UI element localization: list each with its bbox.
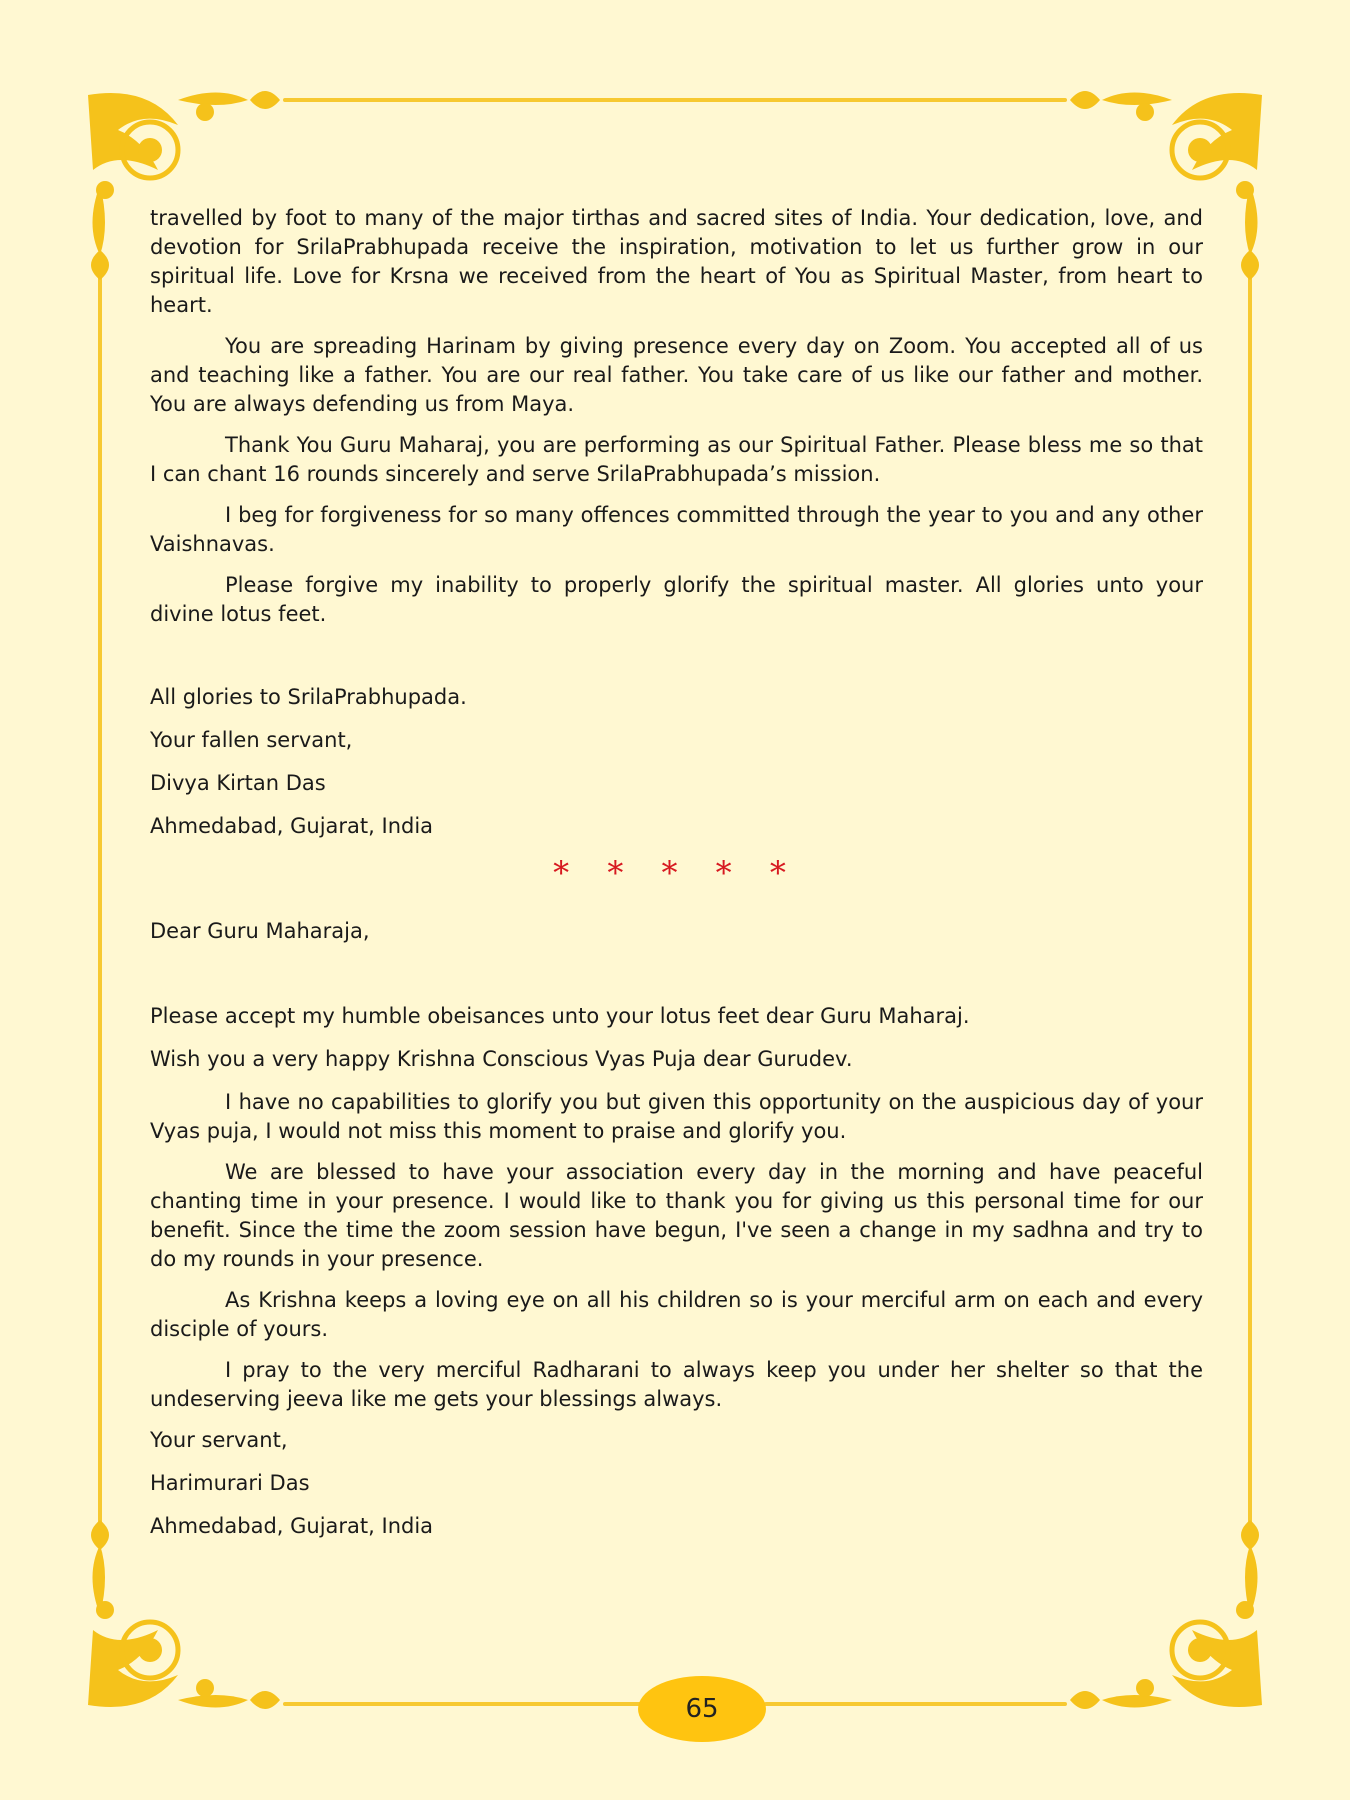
letter1-paragraph: Please forgive my inability to properly glorify the spiritual master. All glories unto your divine lotus feet.	[150, 573, 1203, 626]
letter2-line: Wish you a very happy Krishna Conscious Vyas Puja dear Gurudev.	[150, 1047, 853, 1071]
letter1-paragraph: travelled by foot to many of the major tirthas and sacred sites of India. Your dedication, love, and devotion for SrilaPrabhupada receive the inspiration, motivation to let us further grow in our spiritual life. Love for Krsna we received from the heart of You as Spiritual Master, from heart to heart.	[150, 206, 1203, 317]
page-number: 65	[685, 1694, 719, 1724]
letter2-line: Please accept my humble obeisances unto your lotus feet dear Guru Maharaj.	[150, 1004, 970, 1028]
letter2-paragraph: I pray to the very merciful Radharani to always keep you under her shelter so that the undeserving jeeva like me gets your blessings always.	[150, 1358, 1203, 1411]
letter2-author-location: Ahmedabad, Gujarat, India	[150, 1514, 434, 1538]
page-number-badge	[638, 1676, 766, 1742]
letter1-paragraph: You are spreading Harinam by giving presence every day on Zoom. You accepted all of us and teaching like a father. You are our real father. You take care of us like our father and mother. You are always defending us from Maya.	[150, 334, 1203, 416]
letter1-author-name: Divya Kirtan Das	[150, 771, 326, 795]
letter2-author-name: Harimurari Das	[150, 1471, 310, 1495]
letter2-signoff: Your servant,	[150, 1428, 288, 1452]
letter1-paragraph: I beg for forgiveness for so many offences committed through the year to you and any other Vaishnavas.	[150, 503, 1203, 556]
letter2-salutation: Dear Guru Maharaja,	[150, 919, 370, 943]
page-body	[150, 204, 1203, 1555]
letter2-paragraph: As Krishna keeps a loving eye on all his children so is your merciful arm on each and every disciple of yours.	[150, 1288, 1203, 1341]
letter1-author-location: Ahmedabad, Gujarat, India	[150, 814, 434, 838]
letter1-signoff: Your fallen servant,	[150, 728, 353, 752]
letter2-paragraph: I have no capabilities to glorify you but given this opportunity on the auspicious day of your Vyas puja, I would not miss this moment to praise and glorify you.	[150, 1090, 1203, 1143]
letter2-paragraph: We are blessed to have your association every day in the morning and have peaceful chanting time in your presence. I would like to thank you for giving us this personal time for our benefit. Since the time the zoom session have begun, I've seen a change in my sadhna and try to do my rounds in your presence.	[150, 1160, 1203, 1271]
section-separator: * * * * *	[553, 854, 800, 892]
letter1-paragraph: Thank You Guru Maharaj, you are performing as our Spiritual Father. Please bless me so that I can chant 16 rounds sincerely and serve SrilaPrabhupada’s mission.	[150, 433, 1203, 486]
letter1-closing: All glories to SrilaPrabhupada.	[150, 685, 467, 709]
